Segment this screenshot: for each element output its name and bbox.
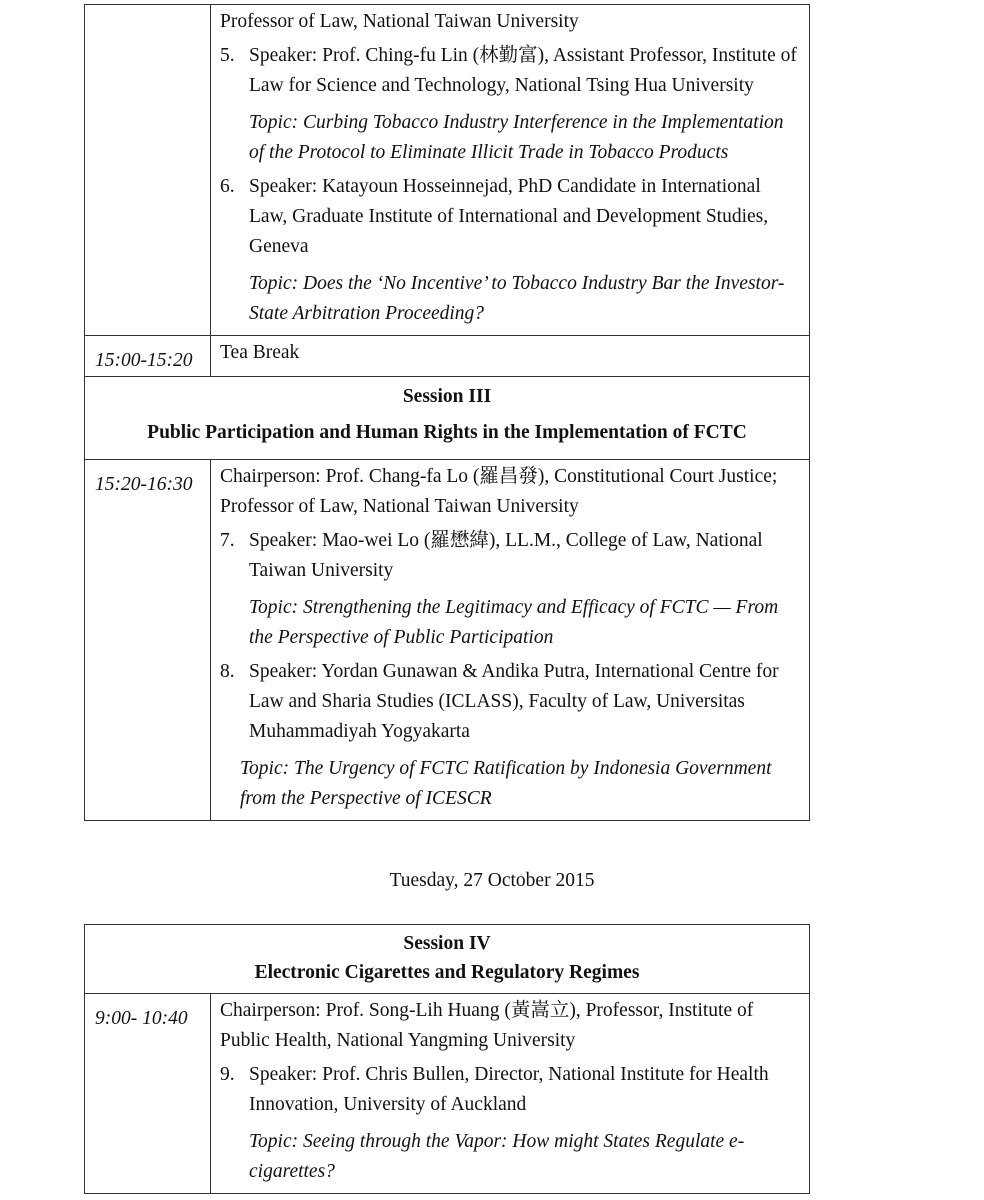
speaker-text: Speaker: Katayoun Hosseinnejad, PhD Candidate in International Law, Graduate Institute of International and Development Studies, Geneva (249, 176, 769, 257)
session2-continued-row (85, 5, 810, 336)
speaker-topic: Topic: Curbing Tobacco Industry Interference in the Implementation of the Protocol to Eliminate Illicit Trade in Tobacco Products (249, 112, 784, 163)
time-cell: 15:20-16:30 (85, 460, 211, 821)
session-header-row (85, 377, 810, 460)
program-cell (211, 5, 810, 336)
speaker-topic: Topic: Strengthening the Legitimacy and Efficacy of FCTC — From the Perspective of Public Participation (249, 597, 779, 648)
session-title: Session IV (403, 933, 491, 954)
time-cell: 15:00-15:20 (85, 336, 211, 377)
session-title: Session III (402, 386, 492, 407)
speaker-text: Speaker: Prof. Chris Bullen, Director, National Institute for Health Innovation, University of Auckland (249, 1064, 769, 1115)
time-cell: 9:00- 10:40 (85, 994, 211, 1194)
program-cell (211, 994, 810, 1194)
program-cell (211, 460, 810, 821)
speaker-text: Speaker: Yordan Gunawan & Andika Putra, International Centre for Law and Sharia Studies (ICLASS), Faculty of Law, Universitas Muhammadiyah Yogyakarta (249, 661, 779, 742)
speaker-topic: Topic: Does the ‘No Incentive’ to Tobacco Industry Bar the Investor-State Arbitration Proceeding? (249, 273, 785, 324)
speaker-item-9 (220, 1060, 797, 1120)
speaker-number: 8. (220, 661, 235, 682)
session-subtitle: Public Participation and Human Rights in the Implementation of FCTC (147, 422, 747, 443)
tea-break-row (85, 336, 810, 377)
speaker-item-8 (220, 657, 797, 747)
chairperson: Chairperson: Prof. Chang-fa Lo (羅昌發), Constitutional Court Justice; Professor of Law, National Taiwan University (220, 466, 778, 517)
session-header (85, 925, 810, 994)
break-label: Tea Break (211, 336, 810, 377)
session-subtitle: Electronic Cigarettes and Regulatory Regimes (254, 962, 640, 983)
speaker-item-6 (220, 172, 797, 262)
speaker-number: 5. (220, 45, 235, 66)
session3-program-row (85, 460, 810, 821)
day-heading: Tuesday, 27 October 2015 (389, 870, 595, 891)
speaker-text: Speaker: Mao-wei Lo (羅懋緯), LL.M., College of Law, National Taiwan University (249, 530, 763, 581)
speaker-text: Speaker: Prof. Ching-fu Lin (林勤富), Assistant Professor, Institute of Law for Science and Technology, National Tsing Hua University (249, 45, 797, 96)
time-cell-empty (85, 5, 211, 336)
speaker-topic: Topic: Seeing through the Vapor: How might States Regulate e-cigarettes? (249, 1131, 745, 1182)
speaker-number: 6. (220, 176, 235, 197)
schedule-table-day2 (84, 924, 810, 1194)
schedule-table-day1 (84, 4, 810, 821)
speaker-item-5 (220, 41, 797, 101)
chairperson: Chairperson: Prof. Song-Lih Huang (黃嵩立), Professor, Institute of Public Health, National Yangming University (220, 1000, 754, 1051)
speaker-number: 7. (220, 530, 235, 551)
speaker-topic: Topic: The Urgency of FCTC Ratification by Indonesia Government from the Perspective of ICESCR (240, 758, 772, 809)
chair-continuation: Professor of Law, National Taiwan University (220, 11, 579, 32)
session4-program-row (85, 994, 810, 1194)
session-header-row (85, 925, 810, 994)
speaker-number: 9. (220, 1064, 235, 1085)
speaker-item-7 (220, 526, 797, 586)
session-header (85, 377, 810, 460)
